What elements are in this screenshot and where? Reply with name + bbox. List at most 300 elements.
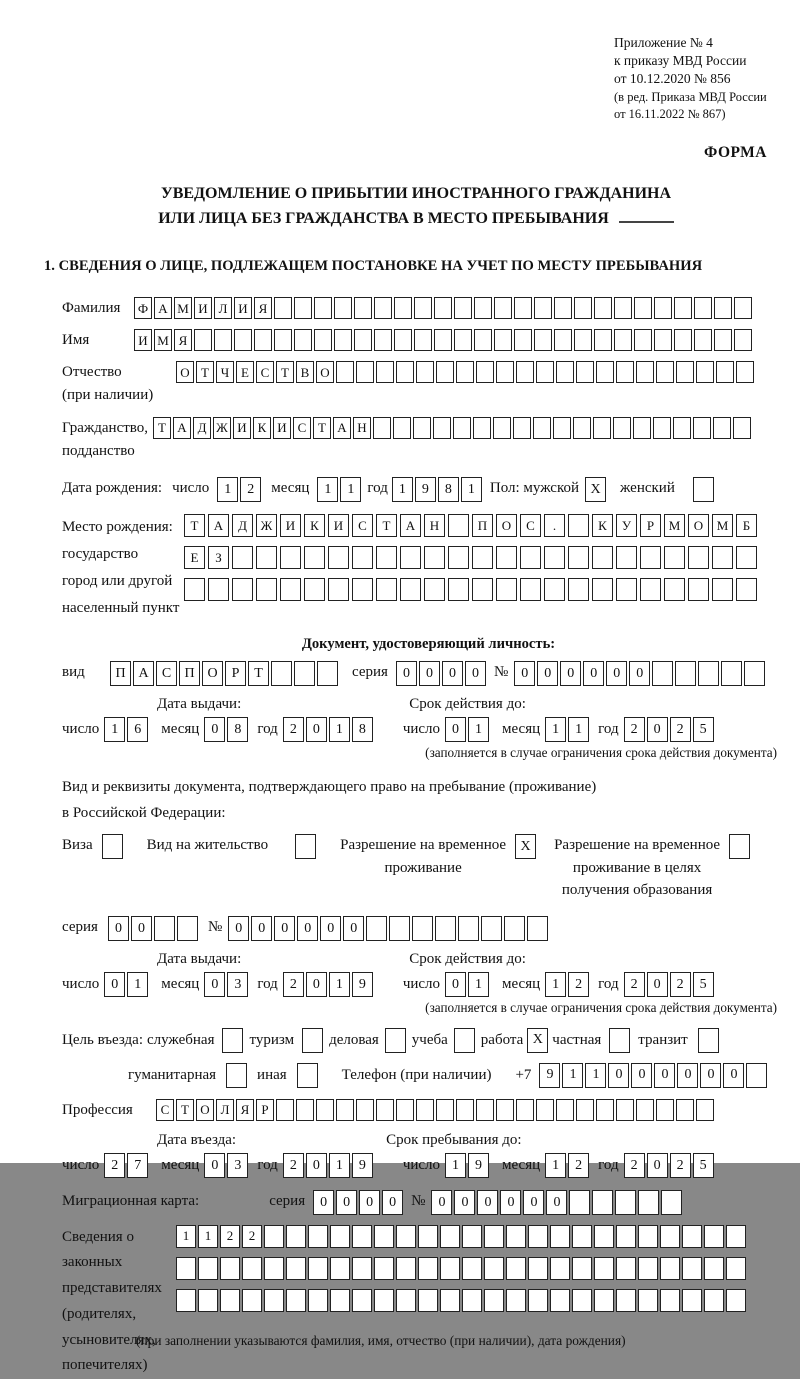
char-cell[interactable]: А xyxy=(154,297,172,319)
char-cell[interactable]: 0 xyxy=(131,916,152,941)
char-cell[interactable] xyxy=(440,1289,460,1312)
char-cell[interactable]: 2 xyxy=(220,1225,240,1248)
char-cell[interactable]: Т xyxy=(276,361,294,383)
char-cell[interactable] xyxy=(616,361,634,383)
char-cell[interactable] xyxy=(462,1225,482,1248)
char-cell[interactable]: 2 xyxy=(568,972,589,997)
purpose-official-checkbox[interactable] xyxy=(222,1028,243,1053)
char-cell[interactable] xyxy=(733,417,751,439)
char-cell[interactable] xyxy=(366,916,387,941)
char-cell[interactable] xyxy=(376,361,394,383)
char-cell[interactable]: 1 xyxy=(461,477,482,502)
char-cell[interactable]: С xyxy=(156,661,177,686)
char-cell[interactable] xyxy=(496,578,517,601)
char-cell[interactable] xyxy=(436,1099,454,1121)
char-cell[interactable] xyxy=(453,417,471,439)
char-cell[interactable]: М xyxy=(154,329,172,351)
char-cell[interactable] xyxy=(294,329,312,351)
purpose-business-checkbox[interactable] xyxy=(385,1028,406,1053)
char-cell[interactable]: П xyxy=(179,661,200,686)
char-cell[interactable] xyxy=(746,1063,767,1088)
char-cell[interactable]: Т xyxy=(196,361,214,383)
char-cell[interactable] xyxy=(286,1257,306,1280)
char-cell[interactable] xyxy=(572,1289,592,1312)
char-cell[interactable]: 9 xyxy=(415,477,436,502)
char-cell[interactable] xyxy=(698,661,719,686)
char-cell[interactable] xyxy=(696,361,714,383)
issue-month-cells[interactable] xyxy=(204,717,248,742)
char-cell[interactable]: Л xyxy=(214,297,232,319)
char-cell[interactable] xyxy=(226,1063,247,1088)
birth-day-cells[interactable] xyxy=(217,477,261,502)
char-cell[interactable]: 0 xyxy=(306,972,327,997)
char-cell[interactable] xyxy=(636,1099,654,1121)
char-cell[interactable] xyxy=(314,297,332,319)
char-cell[interactable]: 1 xyxy=(392,477,413,502)
char-cell[interactable] xyxy=(434,297,452,319)
char-cell[interactable]: С xyxy=(352,514,373,537)
char-cell[interactable] xyxy=(314,329,332,351)
char-cell[interactable]: Т xyxy=(248,661,269,686)
char-cell[interactable] xyxy=(736,361,754,383)
char-cell[interactable]: 0 xyxy=(251,916,272,941)
char-cell[interactable] xyxy=(302,1028,323,1053)
char-cell[interactable]: 0 xyxy=(274,916,295,941)
char-cell[interactable] xyxy=(396,1289,416,1312)
char-cell[interactable] xyxy=(713,417,731,439)
char-cell[interactable]: 1 xyxy=(545,1153,566,1178)
purpose-work-checkbox[interactable] xyxy=(527,1028,548,1053)
char-cell[interactable] xyxy=(633,417,651,439)
char-cell[interactable] xyxy=(616,1257,636,1280)
char-cell[interactable] xyxy=(664,546,685,569)
sex-male-checkbox[interactable] xyxy=(585,477,606,502)
representatives-row2-cells[interactable] xyxy=(176,1257,746,1280)
phone-cells[interactable] xyxy=(539,1063,767,1088)
char-cell[interactable] xyxy=(638,1289,658,1312)
char-cell[interactable] xyxy=(516,361,534,383)
birthplace-row2-cells[interactable] xyxy=(184,546,757,569)
char-cell[interactable] xyxy=(400,546,421,569)
char-cell[interactable] xyxy=(568,546,589,569)
surname-cells[interactable] xyxy=(134,297,752,319)
char-cell[interactable]: С xyxy=(520,514,541,537)
char-cell[interactable] xyxy=(693,417,711,439)
char-cell[interactable] xyxy=(693,477,714,502)
valid-day-cells[interactable] xyxy=(445,717,489,742)
char-cell[interactable] xyxy=(688,546,709,569)
char-cell[interactable] xyxy=(424,578,445,601)
char-cell[interactable] xyxy=(296,1099,314,1121)
char-cell[interactable]: 1 xyxy=(198,1225,218,1248)
char-cell[interactable] xyxy=(660,1289,680,1312)
char-cell[interactable]: X xyxy=(527,1028,548,1053)
char-cell[interactable] xyxy=(616,1099,634,1121)
char-cell[interactable]: А xyxy=(400,514,421,537)
char-cell[interactable] xyxy=(576,1099,594,1121)
stay-valid-day-cells[interactable] xyxy=(445,972,489,997)
char-cell[interactable]: М xyxy=(664,514,685,537)
char-cell[interactable] xyxy=(514,297,532,319)
char-cell[interactable] xyxy=(476,361,494,383)
char-cell[interactable] xyxy=(374,1225,394,1248)
char-cell[interactable] xyxy=(640,578,661,601)
char-cell[interactable] xyxy=(638,1257,658,1280)
char-cell[interactable]: В xyxy=(296,361,314,383)
representatives-row3-cells[interactable] xyxy=(176,1289,746,1312)
char-cell[interactable] xyxy=(554,297,572,319)
char-cell[interactable] xyxy=(304,578,325,601)
char-cell[interactable]: 0 xyxy=(204,1153,225,1178)
char-cell[interactable]: 0 xyxy=(465,661,486,686)
char-cell[interactable]: М xyxy=(174,297,192,319)
char-cell[interactable]: Н xyxy=(353,417,371,439)
char-cell[interactable]: 1 xyxy=(176,1225,196,1248)
char-cell[interactable]: Т xyxy=(313,417,331,439)
char-cell[interactable] xyxy=(400,578,421,601)
char-cell[interactable]: К xyxy=(304,514,325,537)
char-cell[interactable] xyxy=(514,329,532,351)
char-cell[interactable] xyxy=(208,578,229,601)
char-cell[interactable] xyxy=(656,361,674,383)
char-cell[interactable]: 1 xyxy=(568,717,589,742)
char-cell[interactable]: О xyxy=(196,1099,214,1121)
char-cell[interactable] xyxy=(494,297,512,319)
char-cell[interactable] xyxy=(454,1028,475,1053)
char-cell[interactable] xyxy=(484,1289,504,1312)
char-cell[interactable]: 9 xyxy=(352,972,373,997)
char-cell[interactable] xyxy=(664,578,685,601)
valid-year-cells[interactable] xyxy=(624,717,714,742)
stay-until-month-cells[interactable] xyxy=(545,1153,589,1178)
char-cell[interactable]: 8 xyxy=(227,717,248,742)
char-cell[interactable] xyxy=(436,361,454,383)
char-cell[interactable]: 1 xyxy=(317,477,338,502)
char-cell[interactable] xyxy=(682,1225,702,1248)
birth-year-cells[interactable] xyxy=(392,477,482,502)
char-cell[interactable]: 0 xyxy=(647,717,668,742)
char-cell[interactable] xyxy=(573,417,591,439)
char-cell[interactable] xyxy=(674,329,692,351)
char-cell[interactable] xyxy=(328,578,349,601)
char-cell[interactable]: 1 xyxy=(445,1153,466,1178)
char-cell[interactable] xyxy=(556,1099,574,1121)
char-cell[interactable] xyxy=(295,834,316,859)
char-cell[interactable]: И xyxy=(280,514,301,537)
char-cell[interactable] xyxy=(594,329,612,351)
char-cell[interactable] xyxy=(352,1225,372,1248)
char-cell[interactable]: З xyxy=(208,546,229,569)
char-cell[interactable] xyxy=(615,1190,636,1215)
char-cell[interactable]: 9 xyxy=(539,1063,560,1088)
char-cell[interactable] xyxy=(574,329,592,351)
char-cell[interactable]: Л xyxy=(216,1099,234,1121)
char-cell[interactable] xyxy=(374,1257,394,1280)
char-cell[interactable]: О xyxy=(176,361,194,383)
char-cell[interactable] xyxy=(294,661,315,686)
char-cell[interactable] xyxy=(596,361,614,383)
char-cell[interactable]: 0 xyxy=(454,1190,475,1215)
char-cell[interactable]: 1 xyxy=(340,477,361,502)
char-cell[interactable]: 0 xyxy=(228,916,249,941)
char-cell[interactable]: 0 xyxy=(606,661,627,686)
char-cell[interactable] xyxy=(506,1289,526,1312)
char-cell[interactable]: 0 xyxy=(359,1190,380,1215)
profession-cells[interactable] xyxy=(156,1099,714,1121)
char-cell[interactable]: 0 xyxy=(546,1190,567,1215)
char-cell[interactable] xyxy=(462,1257,482,1280)
char-cell[interactable]: А xyxy=(173,417,191,439)
char-cell[interactable] xyxy=(528,1257,548,1280)
purpose-other-checkbox[interactable] xyxy=(297,1063,318,1088)
migration-series-cells[interactable] xyxy=(313,1190,403,1215)
char-cell[interactable] xyxy=(308,1225,328,1248)
char-cell[interactable] xyxy=(553,417,571,439)
char-cell[interactable]: 0 xyxy=(629,661,650,686)
char-cell[interactable]: Р xyxy=(256,1099,274,1121)
char-cell[interactable] xyxy=(594,1225,614,1248)
char-cell[interactable]: 2 xyxy=(104,1153,125,1178)
char-cell[interactable] xyxy=(496,1099,514,1121)
stay-series-cells[interactable] xyxy=(108,916,198,941)
char-cell[interactable] xyxy=(354,329,372,351)
char-cell[interactable] xyxy=(242,1289,262,1312)
birthplace-row1-cells[interactable] xyxy=(184,514,757,537)
char-cell[interactable] xyxy=(304,546,325,569)
doc-kind-cells[interactable] xyxy=(110,661,338,686)
char-cell[interactable] xyxy=(574,297,592,319)
char-cell[interactable] xyxy=(676,361,694,383)
char-cell[interactable] xyxy=(308,1257,328,1280)
char-cell[interactable] xyxy=(374,1289,394,1312)
char-cell[interactable]: Д xyxy=(193,417,211,439)
char-cell[interactable]: 1 xyxy=(127,972,148,997)
char-cell[interactable] xyxy=(506,1257,526,1280)
char-cell[interactable] xyxy=(317,661,338,686)
char-cell[interactable] xyxy=(474,329,492,351)
char-cell[interactable]: У xyxy=(616,514,637,537)
char-cell[interactable]: Р xyxy=(225,661,246,686)
char-cell[interactable] xyxy=(593,417,611,439)
char-cell[interactable] xyxy=(234,329,252,351)
char-cell[interactable] xyxy=(721,661,742,686)
char-cell[interactable]: 0 xyxy=(382,1190,403,1215)
char-cell[interactable] xyxy=(656,1099,674,1121)
char-cell[interactable]: 0 xyxy=(608,1063,629,1088)
char-cell[interactable] xyxy=(376,1099,394,1121)
char-cell[interactable]: И xyxy=(134,329,152,351)
purpose-private-checkbox[interactable] xyxy=(609,1028,630,1053)
char-cell[interactable] xyxy=(696,1099,714,1121)
stay-issue-year-cells[interactable] xyxy=(283,972,373,997)
char-cell[interactable] xyxy=(616,1289,636,1312)
char-cell[interactable]: 0 xyxy=(306,1153,327,1178)
char-cell[interactable]: X xyxy=(515,834,536,859)
char-cell[interactable]: С xyxy=(156,1099,174,1121)
char-cell[interactable] xyxy=(373,417,391,439)
char-cell[interactable]: И xyxy=(234,297,252,319)
char-cell[interactable] xyxy=(513,417,531,439)
char-cell[interactable] xyxy=(712,578,733,601)
char-cell[interactable] xyxy=(493,417,511,439)
char-cell[interactable]: 0 xyxy=(445,972,466,997)
char-cell[interactable] xyxy=(528,1289,548,1312)
char-cell[interactable]: 1 xyxy=(468,717,489,742)
char-cell[interactable] xyxy=(424,546,445,569)
char-cell[interactable] xyxy=(414,297,432,319)
char-cell[interactable]: 5 xyxy=(693,972,714,997)
char-cell[interactable] xyxy=(609,1028,630,1053)
char-cell[interactable] xyxy=(385,1028,406,1053)
char-cell[interactable] xyxy=(494,329,512,351)
char-cell[interactable] xyxy=(448,546,469,569)
char-cell[interactable] xyxy=(550,1225,570,1248)
char-cell[interactable] xyxy=(330,1289,350,1312)
char-cell[interactable] xyxy=(354,297,372,319)
char-cell[interactable]: 2 xyxy=(283,717,304,742)
char-cell[interactable]: Я xyxy=(174,329,192,351)
char-cell[interactable] xyxy=(744,661,765,686)
char-cell[interactable]: 1 xyxy=(468,972,489,997)
char-cell[interactable]: С xyxy=(293,417,311,439)
char-cell[interactable] xyxy=(484,1225,504,1248)
char-cell[interactable] xyxy=(634,297,652,319)
char-cell[interactable] xyxy=(674,297,692,319)
char-cell[interactable]: 2 xyxy=(240,477,261,502)
issue-day-cells[interactable] xyxy=(104,717,148,742)
char-cell[interactable]: П xyxy=(472,514,493,537)
char-cell[interactable] xyxy=(214,329,232,351)
char-cell[interactable] xyxy=(393,417,411,439)
char-cell[interactable] xyxy=(634,329,652,351)
char-cell[interactable]: 0 xyxy=(560,661,581,686)
birthplace-row3-cells[interactable] xyxy=(184,578,757,601)
char-cell[interactable] xyxy=(544,546,565,569)
char-cell[interactable]: 2 xyxy=(670,972,691,997)
char-cell[interactable] xyxy=(694,297,712,319)
char-cell[interactable] xyxy=(154,916,175,941)
patronymic-cells[interactable] xyxy=(176,361,754,383)
char-cell[interactable] xyxy=(198,1289,218,1312)
char-cell[interactable] xyxy=(413,417,431,439)
char-cell[interactable] xyxy=(418,1289,438,1312)
purpose-humanitarian-checkbox[interactable] xyxy=(226,1063,247,1088)
char-cell[interactable]: 0 xyxy=(537,661,558,686)
char-cell[interactable] xyxy=(476,1099,494,1121)
char-cell[interactable] xyxy=(286,1225,306,1248)
char-cell[interactable]: О xyxy=(202,661,223,686)
char-cell[interactable] xyxy=(297,1063,318,1088)
stay-issue-day-cells[interactable] xyxy=(104,972,148,997)
char-cell[interactable]: М xyxy=(712,514,733,537)
char-cell[interactable] xyxy=(220,1289,240,1312)
char-cell[interactable] xyxy=(714,297,732,319)
char-cell[interactable] xyxy=(396,1099,414,1121)
char-cell[interactable] xyxy=(264,1257,284,1280)
char-cell[interactable]: Т xyxy=(184,514,205,537)
char-cell[interactable] xyxy=(256,546,277,569)
char-cell[interactable]: 0 xyxy=(583,661,604,686)
char-cell[interactable]: О xyxy=(688,514,709,537)
char-cell[interactable]: 0 xyxy=(647,972,668,997)
char-cell[interactable] xyxy=(334,297,352,319)
char-cell[interactable] xyxy=(638,1225,658,1248)
char-cell[interactable] xyxy=(328,546,349,569)
char-cell[interactable] xyxy=(716,361,734,383)
sex-female-checkbox[interactable] xyxy=(693,477,714,502)
char-cell[interactable]: 1 xyxy=(585,1063,606,1088)
char-cell[interactable]: 1 xyxy=(545,972,566,997)
char-cell[interactable]: 0 xyxy=(313,1190,334,1215)
purpose-transit-checkbox[interactable] xyxy=(698,1028,719,1053)
char-cell[interactable] xyxy=(568,514,589,537)
char-cell[interactable]: С xyxy=(256,361,274,383)
char-cell[interactable] xyxy=(554,329,572,351)
char-cell[interactable] xyxy=(714,329,732,351)
char-cell[interactable] xyxy=(729,834,750,859)
char-cell[interactable]: 0 xyxy=(654,1063,675,1088)
char-cell[interactable] xyxy=(440,1257,460,1280)
char-cell[interactable] xyxy=(592,546,613,569)
char-cell[interactable] xyxy=(613,417,631,439)
char-cell[interactable]: 0 xyxy=(523,1190,544,1215)
char-cell[interactable]: 1 xyxy=(329,717,350,742)
char-cell[interactable]: 0 xyxy=(204,972,225,997)
char-cell[interactable] xyxy=(616,546,637,569)
char-cell[interactable]: Р xyxy=(640,514,661,537)
char-cell[interactable] xyxy=(653,417,671,439)
char-cell[interactable]: Ф xyxy=(134,297,152,319)
char-cell[interactable]: 0 xyxy=(108,916,129,941)
char-cell[interactable] xyxy=(356,1099,374,1121)
issue-year-cells[interactable] xyxy=(283,717,373,742)
char-cell[interactable]: Б xyxy=(736,514,757,537)
char-cell[interactable] xyxy=(572,1257,592,1280)
char-cell[interactable] xyxy=(734,297,752,319)
char-cell[interactable] xyxy=(198,1257,218,1280)
char-cell[interactable]: И xyxy=(194,297,212,319)
purpose-study-checkbox[interactable] xyxy=(454,1028,475,1053)
char-cell[interactable] xyxy=(414,329,432,351)
entry-day-cells[interactable] xyxy=(104,1153,148,1178)
doc-number-cells[interactable] xyxy=(514,661,765,686)
char-cell[interactable]: 1 xyxy=(104,717,125,742)
char-cell[interactable]: 0 xyxy=(396,661,417,686)
char-cell[interactable] xyxy=(271,661,292,686)
char-cell[interactable]: 9 xyxy=(468,1153,489,1178)
char-cell[interactable] xyxy=(456,361,474,383)
char-cell[interactable]: Н xyxy=(424,514,445,537)
char-cell[interactable] xyxy=(481,916,502,941)
char-cell[interactable]: Т xyxy=(153,417,171,439)
char-cell[interactable] xyxy=(176,1289,196,1312)
char-cell[interactable] xyxy=(726,1225,746,1248)
char-cell[interactable] xyxy=(448,578,469,601)
char-cell[interactable]: 3 xyxy=(227,1153,248,1178)
char-cell[interactable]: 0 xyxy=(445,717,466,742)
char-cell[interactable] xyxy=(448,514,469,537)
char-cell[interactable]: 0 xyxy=(631,1063,652,1088)
char-cell[interactable] xyxy=(682,1289,702,1312)
char-cell[interactable]: 2 xyxy=(283,1153,304,1178)
char-cell[interactable]: 1 xyxy=(329,972,350,997)
char-cell[interactable]: 0 xyxy=(306,717,327,742)
char-cell[interactable]: К xyxy=(592,514,613,537)
char-cell[interactable] xyxy=(264,1225,284,1248)
char-cell[interactable] xyxy=(661,1190,682,1215)
char-cell[interactable] xyxy=(534,329,552,351)
char-cell[interactable] xyxy=(550,1289,570,1312)
